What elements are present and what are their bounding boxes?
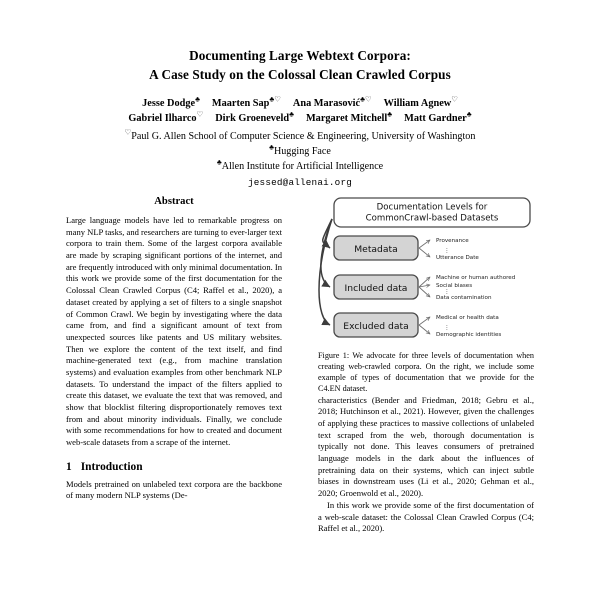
author-row-2 xyxy=(0,111,600,127)
affiliation-list xyxy=(0,127,600,175)
diagram-branch-label: Provenance xyxy=(436,238,469,244)
section-number: 1 xyxy=(66,460,72,473)
title-block xyxy=(0,0,600,85)
diagram-branch-label: Demographic identities xyxy=(436,332,502,338)
diagram-header-line-1: Documentation Levels for xyxy=(376,202,488,213)
author-affiliation-mark: ♡ xyxy=(451,94,458,104)
author-name: Maarten Sap♣♡ xyxy=(211,94,281,109)
right-column xyxy=(318,196,534,600)
figure-caption xyxy=(318,351,534,395)
affiliation-line xyxy=(0,127,600,145)
diagram-label-included-data: Included data xyxy=(344,283,408,294)
author-name: Matt Gardner♣ xyxy=(404,109,472,125)
author-name: Margaret Mitchell♣ xyxy=(305,109,393,125)
author-affiliation-mark: ♣ xyxy=(289,109,294,119)
diagram-label-metadata: Metadata xyxy=(354,244,398,255)
author-list xyxy=(0,96,600,127)
author-name: Ana Marasović♣♡ xyxy=(292,94,372,109)
author-affiliation-mark: ♣♡ xyxy=(269,94,281,104)
contact-email: jessed@allenai.org xyxy=(247,176,353,188)
title-line-1: Documenting Large Webtext Corpora: xyxy=(189,48,411,63)
affiliation-mark: ♡ xyxy=(124,127,132,137)
affiliation-mark: ♣ xyxy=(216,157,222,167)
left-column xyxy=(66,196,282,600)
diagram-ellipsis: ⋮ xyxy=(444,324,450,332)
affiliation-line xyxy=(0,142,600,160)
author-row-1 xyxy=(0,96,600,112)
right-column-paragraph-2: In this work we provide some of the first documentation of a web-scale dataset: the Colossal Clean Crawled Corpus (C4; Raffel et al., 2020). xyxy=(318,499,534,534)
author-name: Gabriel Ilharco♡ xyxy=(128,109,204,125)
author-affiliation-mark: ♣ xyxy=(387,109,393,119)
diagram-branch-label: Medical or health data xyxy=(436,315,499,321)
author-name: Dirk Groeneveld♣ xyxy=(215,109,294,125)
affiliation-line xyxy=(0,157,600,175)
introduction-paragraph-1: Models pretrained on unlabeled text corpora are the backbone of many modern NLP systems (De- xyxy=(66,478,282,501)
diagram-branch-label: Data contamination xyxy=(436,295,492,301)
abstract-text: Large language models have led to remarkable progress on many NLP tasks, and researchers are turning to ever-larger text corpora to train them. Some of the largest corpora available are made by scraping significant portions of the internet, and are frequently introduced with only minimal documentation. In this work we provide some of the first documentation for the Colossal Clean Crawled Corpus (C4; Raffel et al., 2020), a dataset created by applying a set of filters to a single snapshot of Common Crawl. We begin by investigating where the data came from, and find a significant amount of text from unexpected sources like patents and US military websites. Then we explore the content of the text itself, and find machine-generated text (e.g., from machine translation systems) and evaluation examples from other benchmark NLP datasets. To understand the impact of the filters applied to create this dataset, we evaluate the text that was removed, and show that blocklist filtering disproportionately removes text from and about minority individuals. Finally, we conclude with some recommendations for how to created and document web-scale datasets from a scrape of the internet. xyxy=(66,215,282,448)
diagram-ellipsis: ⋮ xyxy=(444,247,450,255)
section-title: Introduction xyxy=(80,460,143,473)
affiliation-text: Hugging Face xyxy=(273,145,331,157)
documentation-levels-diagram xyxy=(318,196,534,344)
affiliation-mark: ♣ xyxy=(269,142,274,152)
affiliation-text: Paul G. Allen School of Computer Science & Engineering, University of Washington xyxy=(131,130,476,142)
diagram-branch-label: Utterance Date xyxy=(436,255,479,261)
diagram-header-line-2: CommonCrawl-based Datasets xyxy=(365,213,499,224)
diagram-branch-label: Machine or human authored xyxy=(436,275,516,281)
author-name: Jesse Dodge♣ xyxy=(142,94,200,109)
figure-caption-text: We advocate for three levels of documentation when creating web-crawled corpora. On the right, we include some example of types of documentation that we provide for the C4.EN dataset. xyxy=(318,351,534,393)
diagram-label-excluded-data: Excluded data xyxy=(343,321,409,332)
author-name: William Agnew♡ xyxy=(383,94,458,109)
author-affiliation-mark: ♣ xyxy=(195,94,200,104)
author-affiliation-mark: ♣♡ xyxy=(360,94,372,104)
affiliation-text: Allen Institute for Artificial Intelligence xyxy=(221,160,384,172)
diagram-branch-label: Social biases xyxy=(436,283,473,289)
author-affiliation-mark: ♡ xyxy=(196,109,204,119)
page-title xyxy=(0,46,600,85)
diagram-ellipsis: ⋮ xyxy=(444,288,450,296)
abstract-heading: Abstract xyxy=(154,196,194,207)
body-columns xyxy=(0,196,600,600)
figure-1 xyxy=(318,196,534,395)
title-line-2: A Case Study on the Colossal Clean Crawled Corpus xyxy=(149,67,451,83)
author-affiliation-mark: ♣ xyxy=(466,109,472,119)
figure-caption-label: Figure 1: xyxy=(318,351,350,360)
section-heading-introduction xyxy=(66,461,282,473)
right-column-paragraph-1: characteristics (Bender and Friedman, 2018; Gebru et al., 2018; Hutchinson et al., 2021). However, given the challenges of applying these practices to massive collections of unlabeled text scraped from the web, thorough documentation is typically not done. This leaves consumers of pretrained language models in the dark about the influences of pretraining data on their systems, which can inject subtle biases in downstream uses (Li et al., 2020; Gehman et al., 2020; Groenwold et al., 2020). xyxy=(318,394,534,499)
